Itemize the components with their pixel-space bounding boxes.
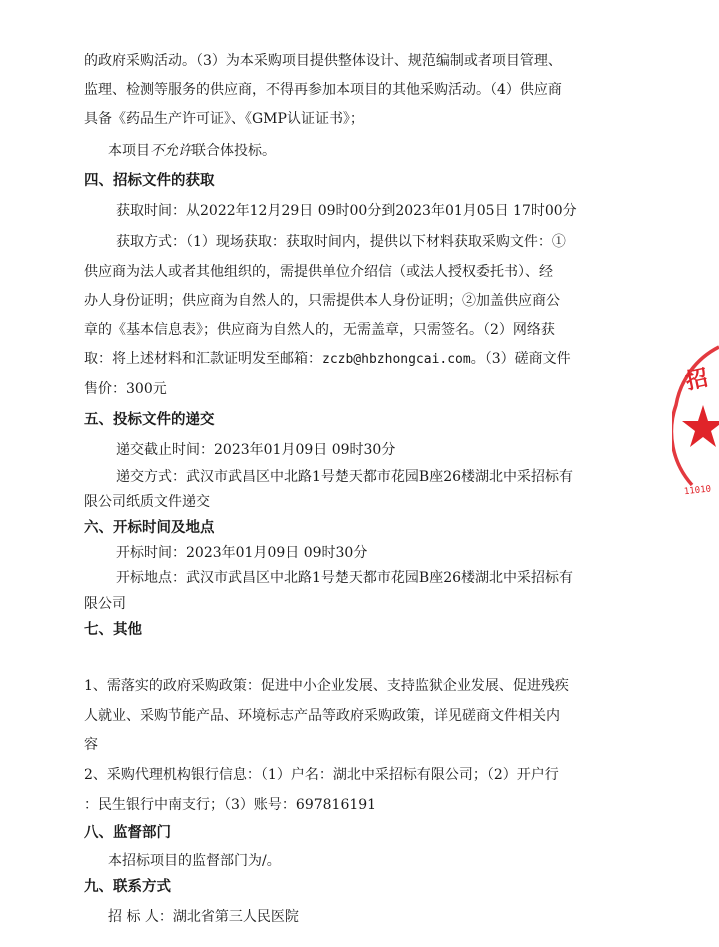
text-line: 2、采购代理机构银行信息：（1）户名：湖北中采招标有限公司；（2）开户行 [84, 767, 559, 783]
text-line: ：民生银行中南支行；（3）账号：697816191 [84, 797, 377, 813]
section-heading-6: 六、开标时间及地点 [84, 520, 215, 536]
text-span: 取：将上述材料和汇款证明发至邮箱： [84, 351, 322, 367]
official-seal-stamp [672, 345, 719, 505]
text-line: 供应商为法人或者其他组织的，需提供单位介绍信（或法人授权委托书）、经 [84, 264, 553, 280]
section-heading-8: 八、监督部门 [84, 825, 171, 841]
seal-icon [672, 345, 719, 505]
text-line: 限公司纸质文件递交 [84, 494, 210, 510]
text-line: 1、需落实的政府采购政策：促进中小企业发展、支持监狱企业发展、促进残疾 [84, 678, 569, 694]
text-line: 容 [84, 737, 98, 753]
section-heading-4: 四、招标文件的获取 [84, 173, 215, 189]
text-span: 本项目 [108, 143, 150, 159]
text-line: 章的《基本信息表》；供应商为自然人的，无需盖章，只需签名。（2）网络获 [84, 322, 555, 338]
text-line: 开标时间：2023年01月09日 09时30分 [116, 545, 368, 561]
section-heading-9: 九、联系方式 [84, 879, 171, 895]
text-line: 的政府采购活动。（3）为本采购项目提供整体设计、规范编制或者项目管理、 [84, 53, 562, 69]
seal-text: 招 [683, 365, 711, 395]
section-heading-5: 五、投标文件的递交 [84, 412, 215, 428]
text-span: 联合体投标。 [192, 143, 276, 159]
text-line: 办人身份证明；供应商为自然人的，只需提供本人身份证明；②加盖供应商公 [84, 293, 560, 309]
text-line: 招 标 人：湖北省第三人民医院 [108, 909, 299, 925]
section-heading-7: 七、其他 [84, 622, 142, 638]
text-line: 获取时间：从2022年12月29日 09时00分到2023年01月05日 17时00分 [116, 203, 577, 219]
text-line: 具备《药品生产许可证》、《GMP认证证书》； [84, 111, 364, 127]
text-span: 。（3）磋商文件 [470, 351, 571, 367]
text-line: 递交截止时间：2023年01月09日 09时30分 [116, 442, 396, 458]
text-line: 售价：300元 [84, 381, 167, 397]
text-line: 开标地点：武汉市武昌区中北路1号楚天都市花园B座26楼湖北中采招标有 [116, 570, 574, 586]
consortium-note [108, 140, 624, 164]
text-line [84, 348, 624, 372]
text-line: 监理、检测等服务的供应商，不得再参加本项目的其他采购活动。（4）供应商 [84, 82, 562, 98]
text-line: 人就业、采购节能产品、环境标志产品等政府采购政策，详见磋商文件相关内 [84, 708, 560, 724]
seal-number: 11010 [683, 484, 712, 498]
text-line: 本招标项目的监督部门为/。 [108, 853, 281, 869]
emphasis-text: 不允许 [150, 143, 192, 159]
text-line: 获取方式：（1）现场获取：获取时间内，提供以下材料获取采购文件：① [116, 234, 566, 250]
email-link[interactable]: zczb@hbzhongcai.com [322, 352, 471, 367]
text-line: 限公司 [84, 596, 126, 612]
text-line: 递交方式：武汉市武昌区中北路1号楚天都市花园B座26楼湖北中采招标有 [116, 469, 574, 485]
